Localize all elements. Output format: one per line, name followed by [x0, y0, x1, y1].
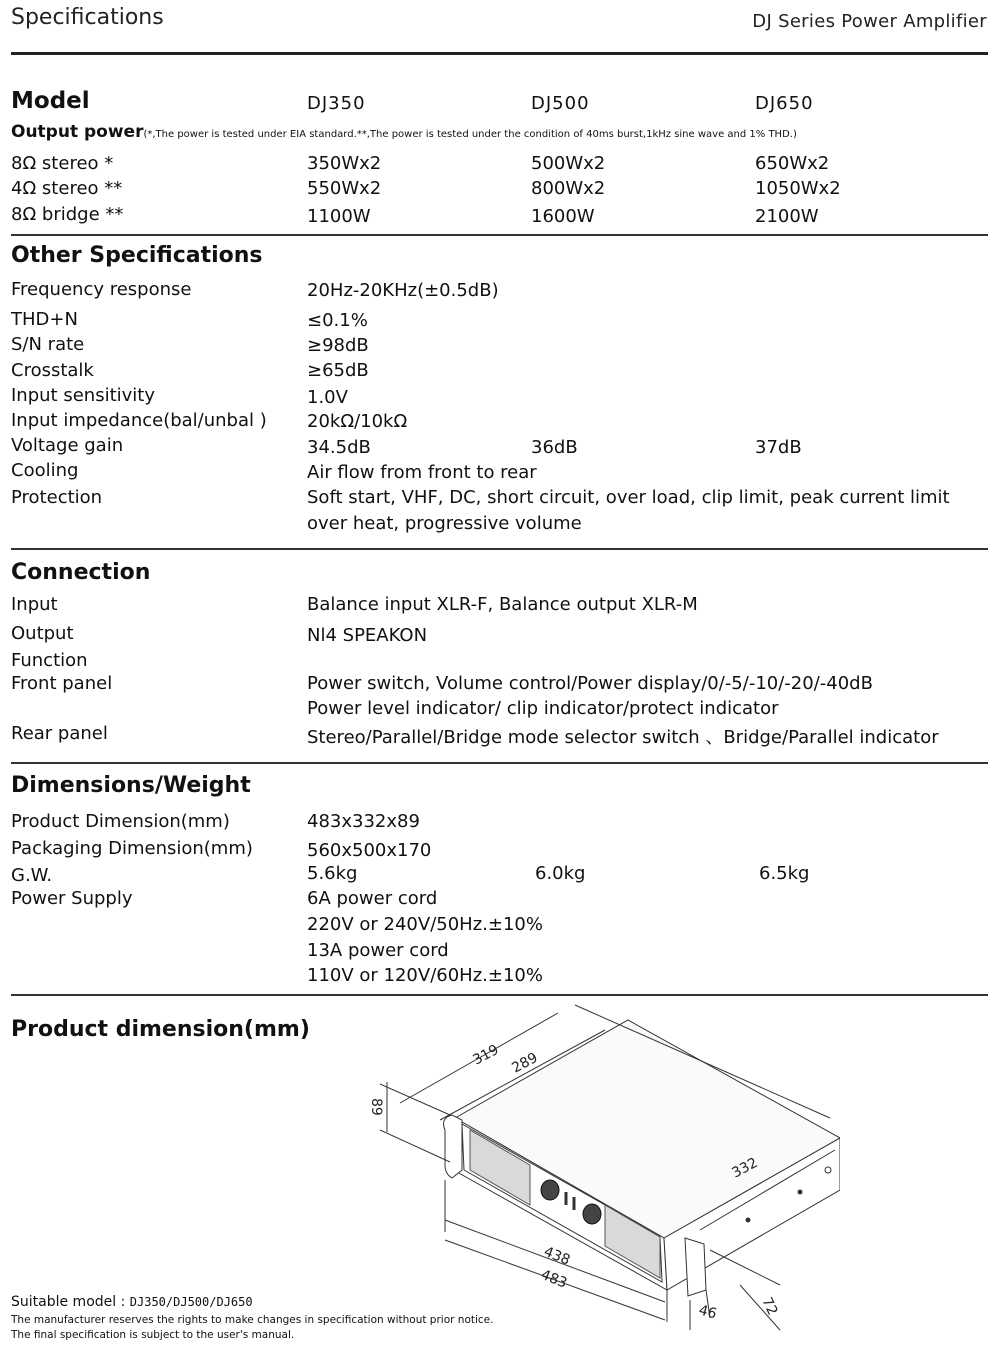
op-row-value: 550Wx2: [307, 178, 382, 199]
op-row-label: 8Ω bridge **: [11, 204, 124, 225]
spec-label: Protection: [11, 487, 103, 508]
dim-89: 89: [368, 1098, 384, 1116]
spec-label: Input sensitivity: [11, 385, 155, 406]
op-row-value: 1050Wx2: [755, 178, 841, 199]
spec-value: 34.5dB: [307, 437, 371, 458]
spec-value: 110V or 120V/60Hz.±10%: [307, 965, 543, 986]
spec-value: 483x332x89: [307, 811, 420, 832]
product-dimension-title: Product dimension(mm): [11, 1017, 310, 1042]
op-row-value: 2100W: [755, 206, 819, 227]
header-rule: [11, 52, 988, 55]
spec-value: ≥65dB: [307, 360, 369, 381]
dim-483: 483: [538, 1266, 570, 1292]
spec-label: Front panel: [11, 673, 113, 694]
other-specs-title: Other Specifications: [11, 243, 263, 268]
spec-value: Nl4 SPEAKON: [307, 625, 428, 646]
op-row-value: 800Wx2: [531, 178, 606, 199]
rear-rack-ear: [685, 1238, 706, 1296]
spec-value: Soft start, VHF, DC, short circuit, over load, clip limit, peak current limit: [307, 487, 950, 508]
op-row-value: 1600W: [531, 206, 595, 227]
model-name-1: DJ350: [307, 93, 366, 114]
spec-value: 20kΩ/10kΩ: [307, 411, 408, 432]
spec-value-cont: over heat, progressive volume: [307, 513, 582, 534]
suitable-model-label: Suitable model :: [11, 1294, 126, 1310]
spec-value: 6.0kg: [535, 863, 586, 884]
dim-72: 72: [758, 1294, 781, 1318]
suitable-model-line: [11, 1294, 253, 1310]
spec-value: ≥98dB: [307, 335, 369, 356]
spec-value: Air flow from front to rear: [307, 462, 537, 483]
spec-label: S/N rate: [11, 334, 85, 355]
model-name-3: DJ650: [755, 93, 814, 114]
spec-label: Cooling: [11, 460, 79, 481]
spec-value: 5.6kg: [307, 863, 358, 884]
footer-note-2: The final specification is subject to the user's manual.: [11, 1329, 295, 1341]
spec-value: 6.5kg: [759, 863, 810, 884]
amplifier-dimension-drawing: [340, 995, 840, 1355]
spec-value: 6A power cord: [307, 888, 438, 909]
spec-label: THD+N: [11, 309, 78, 330]
op-row-value: 1100W: [307, 206, 371, 227]
op-row-label: 4Ω stereo **: [11, 178, 123, 199]
spec-value: 1.0V: [307, 387, 348, 408]
spec-label: Input: [11, 594, 58, 615]
spec-value: 220V or 240V/50Hz.±10%: [307, 914, 543, 935]
spec-label: Input impedance(bal/unbal ): [11, 410, 267, 431]
spec-value: 36dB: [531, 437, 578, 458]
op-row-value: 500Wx2: [531, 153, 606, 174]
spec-label: Function: [11, 650, 88, 671]
spec-label: Voltage gain: [11, 435, 124, 456]
spec-label: Output: [11, 623, 74, 644]
suitable-model-list: DJ350/DJ500/DJ650: [129, 1295, 253, 1309]
output-power-title: Output power: [11, 122, 144, 142]
volume-knob-left: [541, 1180, 559, 1200]
dim-332: 332: [729, 1154, 761, 1182]
spec-value: Stereo/Parallel/Bridge mode selector switch 、Bridge/Parallel indicator: [307, 727, 939, 748]
header-title: Specifications: [11, 5, 164, 30]
model-name-2: DJ500: [531, 93, 590, 114]
output-power-note: (*,The power is tested under EIA standard.**,The power is tested under the condition of 40ms burst,1kHz sine wave and 1% THD.): [143, 129, 797, 140]
footer-note-1: The manufacturer reserves the rights to make changes in specification without prior notice.: [11, 1314, 494, 1326]
spec-value: 560x500x170: [307, 840, 432, 861]
dim-319: 319: [470, 1041, 502, 1069]
front-rack-ear: [444, 1115, 462, 1178]
connection-title: Connection: [11, 560, 151, 585]
section-divider: [11, 234, 988, 236]
dim-46: 46: [696, 1302, 719, 1323]
section-divider: [11, 762, 988, 764]
volume-knob-right: [583, 1204, 601, 1224]
dimensions-title: Dimensions/Weight: [11, 773, 251, 798]
op-row-value: 650Wx2: [755, 153, 830, 174]
spec-label: Power Supply: [11, 888, 133, 909]
spec-label: Rear panel: [11, 723, 108, 744]
spec-label: G.W.: [11, 865, 53, 886]
spec-value: ≤0.1%: [307, 310, 368, 331]
spec-value: Balance input XLR-F, Balance output XLR-M: [307, 594, 698, 615]
spec-label: Product Dimension(mm): [11, 811, 230, 832]
spec-value: 37dB: [755, 437, 802, 458]
spec-value: Power switch, Volume control/Power display/0/-5/-10/-20/-40dB: [307, 673, 873, 694]
spec-label: Frequency response: [11, 279, 192, 300]
op-row-value: 350Wx2: [307, 153, 382, 174]
spec-label: Packaging Dimension(mm): [11, 838, 253, 859]
header-series: DJ Series Power Amplifier: [752, 11, 987, 32]
spec-value-cont: Power level indicator/ clip indicator/protect indicator: [307, 698, 779, 719]
spec-label: Crosstalk: [11, 360, 94, 381]
spec-value: 20Hz-20KHz(±0.5dB): [307, 280, 499, 301]
output-power-heading: [11, 122, 797, 142]
dim-289: 289: [509, 1049, 541, 1077]
op-row-label: 8Ω stereo *: [11, 153, 114, 174]
spec-value: 13A power cord: [307, 940, 449, 961]
model-label: Model: [11, 88, 90, 114]
dim-438: 438: [541, 1243, 573, 1269]
section-divider: [11, 548, 988, 550]
